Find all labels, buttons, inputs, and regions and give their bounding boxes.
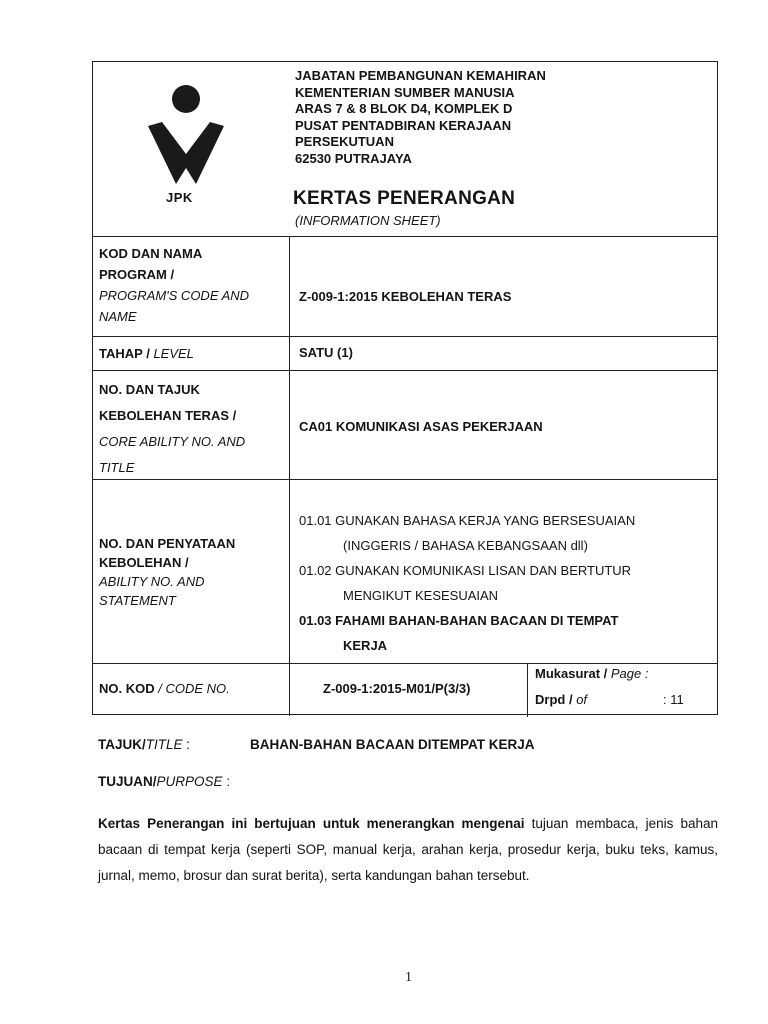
label-text: ABILITY NO. AND [99, 574, 205, 589]
info-sheet-table [92, 61, 718, 715]
label-text: CORE ABILITY NO. AND [99, 434, 246, 449]
sheet-title: KERTAS PENERANGAN [293, 188, 516, 209]
of-label [535, 692, 587, 707]
sheet-subtitle: (INFORMATION SHEET) [295, 213, 441, 228]
purpose-line [98, 774, 230, 789]
code-no-value: Z-009-1:2015-M01/P(3/3) [323, 681, 471, 696]
address-line: JABATAN PEMBANGUNAN KEMAHIRAN [295, 68, 546, 83]
label-text: PROGRAM / [99, 267, 175, 282]
level-row [93, 336, 717, 370]
label-text: Mukasurat / [535, 666, 608, 681]
header-section [93, 62, 717, 236]
label-text: NO. DAN TAJUK [99, 382, 200, 397]
page-label [535, 666, 648, 681]
ability-item: 01.02 GUNAKAN KOMUNIKASI LISAN DAN BERTUTUR [299, 563, 632, 578]
address-line: 62530 PUTRAJAYA [295, 150, 412, 166]
label-text: STATEMENT [99, 593, 176, 608]
label-text: KEBOLEHAN TERAS / [99, 408, 237, 423]
agency-address [295, 68, 546, 167]
core-ability-row [93, 370, 717, 479]
ability-item: 01.01 GUNAKAN BAHASA KERJA YANG BERSESUAIAN [299, 513, 636, 528]
ability-label [99, 534, 235, 610]
label-text: : [186, 737, 191, 752]
purpose-paragraph [98, 811, 718, 889]
address-line: KEMENTERIAN SUMBER MANUSIA [295, 84, 515, 100]
label-text: LEVEL [153, 346, 194, 361]
program-row [93, 236, 717, 336]
code-no-row [93, 663, 717, 716]
logo-label: JPK [166, 190, 193, 205]
ability-row [93, 479, 717, 663]
doc-title-value: BAHAN-BAHAN BACAAN DITEMPAT KERJA [250, 737, 535, 752]
label-text: NO. KOD [99, 681, 155, 696]
ability-item: MENGIKUT KESESUAIAN [343, 588, 499, 603]
label-text: KEBOLEHAN / [99, 555, 189, 570]
label-text: PROGRAM'S CODE AND [99, 288, 250, 303]
label-text: TAHAP / [99, 346, 150, 361]
title-line [98, 737, 535, 752]
label-text: PURPOSE [156, 774, 223, 789]
address-line: ARAS 7 & 8 BLOK D4, KOMPLEK D [295, 101, 513, 116]
page-total: : 11 [663, 692, 684, 707]
code-no-label [99, 678, 230, 699]
label-text: NO. DAN PENYATAAN [99, 536, 236, 551]
label-text: : [226, 774, 231, 789]
core-ability-value: CA01 KOMUNIKASI ASAS PEKERJAAN [299, 419, 543, 434]
label-text: TAJUK/ [98, 737, 146, 752]
label-text: TITLE [145, 737, 183, 752]
paragraph-rest: tujuan membaca, jenis bahan bacaan di tempat kerja (seperti SOP, manual kerja, arahan kerja, prosedur kerja, buku teks, kamus, jurnal, memo, brosur dan surat berita), serta kandungan bahan tersebut. [98, 816, 718, 883]
page-number: 1 [405, 970, 412, 985]
program-value: Z-009-1:2015 KEBOLEHAN TERAS [299, 289, 512, 304]
address-line: PERSEKUTUAN [295, 134, 394, 149]
ability-item: KERJA [343, 638, 388, 653]
level-label [99, 343, 194, 364]
label-text: of [576, 692, 588, 707]
label-text: TITLE [99, 460, 135, 475]
label-text: Drpd / [535, 692, 573, 707]
address-line: PUSAT PENTADBIRAN KERAJAAN [295, 117, 512, 133]
label-text: KOD DAN NAMA [99, 246, 203, 261]
program-label [99, 243, 249, 327]
label-text: / CODE NO. [158, 681, 230, 696]
level-value: SATU (1) [299, 345, 353, 360]
label-text: NAME [99, 309, 137, 324]
page-count-box [527, 664, 719, 717]
ability-item: (INGGERIS / BAHASA KEBANGSAAN dll) [343, 538, 588, 553]
core-ability-label [99, 377, 245, 481]
cell-divider [527, 663, 528, 717]
label-text: TUJUAN/ [98, 774, 157, 789]
ability-item: 01.03 FAHAMI BAHAN-BAHAN BACAAN DI TEMPAT [299, 613, 619, 628]
ability-list [299, 508, 635, 658]
paragraph-bold: Kertas Penerangan ini bertujuan untuk menerangkan mengenai [98, 816, 525, 831]
jpk-logo-icon [146, 84, 226, 188]
label-text: Page : [610, 666, 649, 681]
